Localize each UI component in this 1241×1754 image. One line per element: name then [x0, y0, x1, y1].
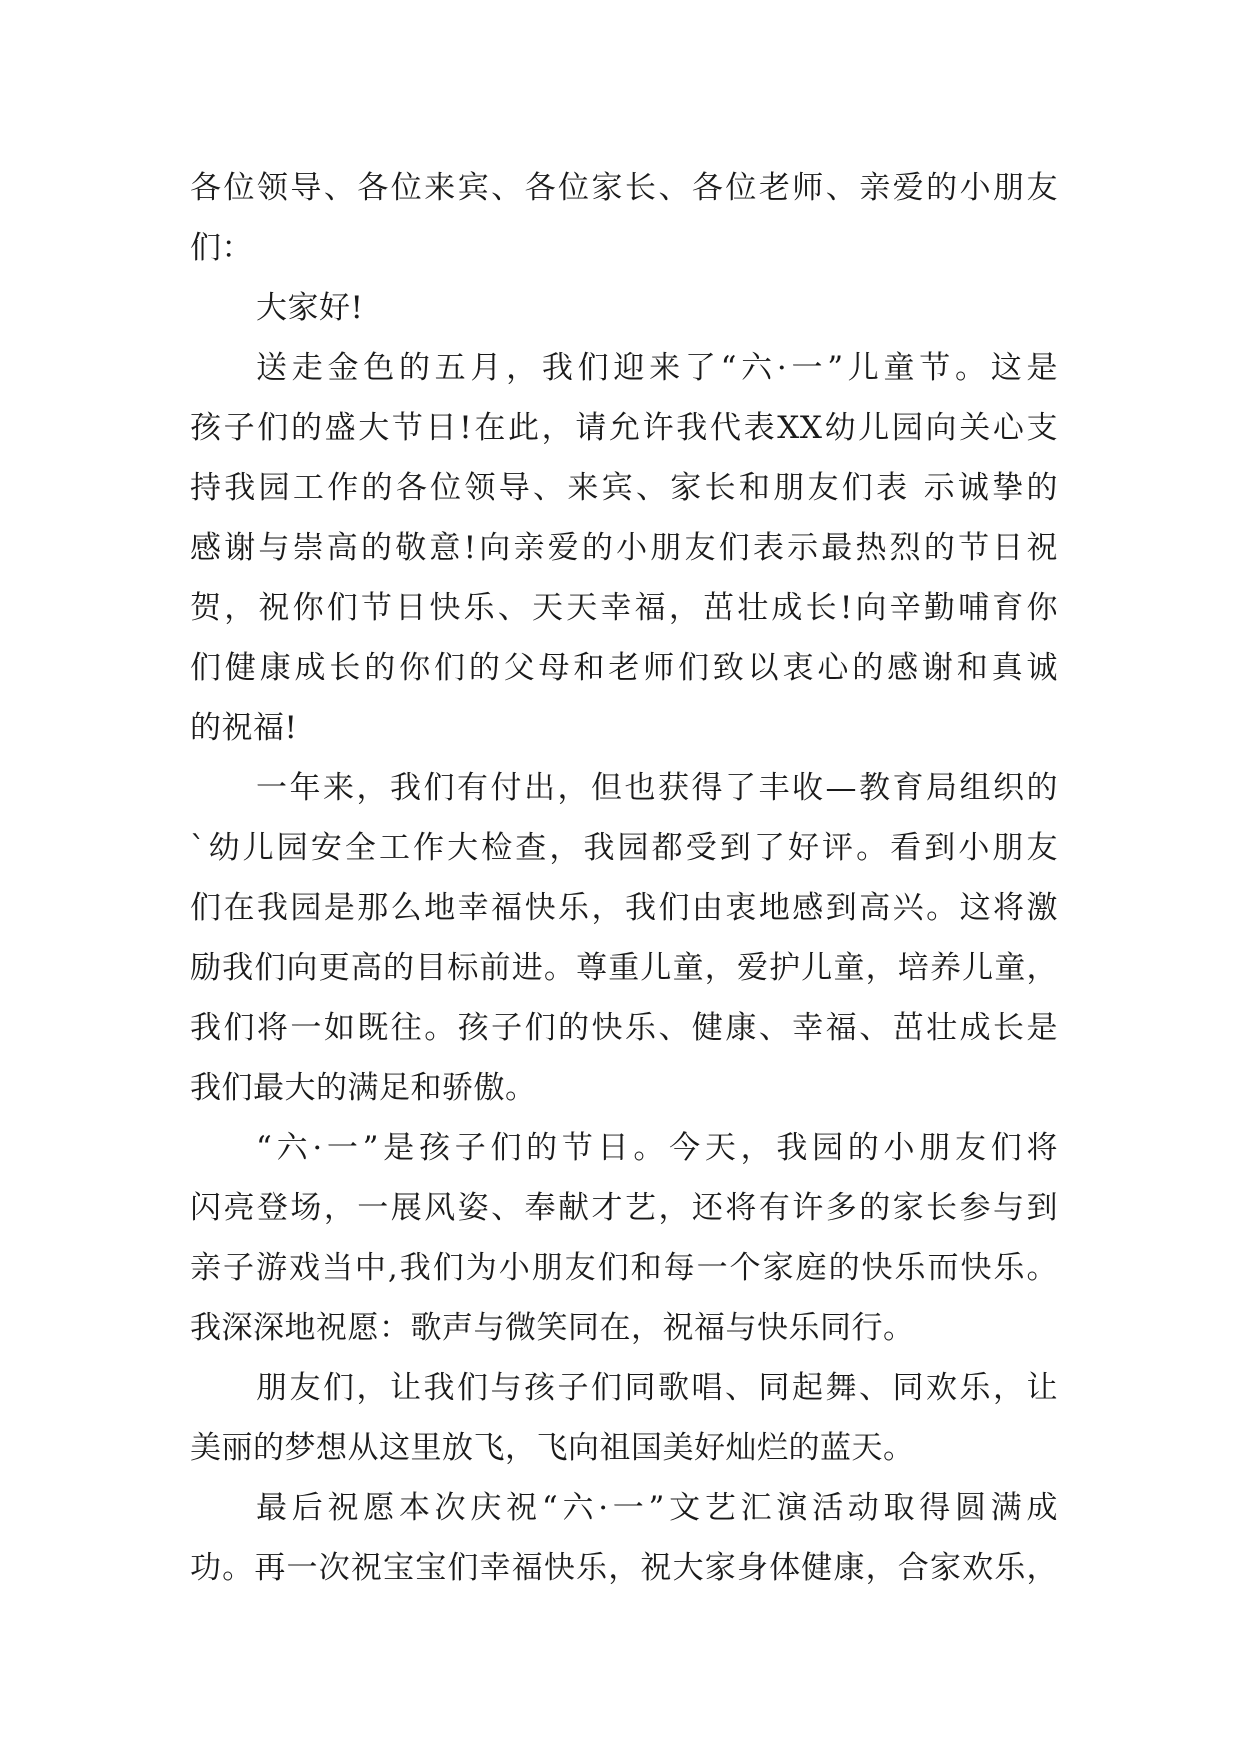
- greeting-line: 大家好!: [256, 290, 364, 326]
- text-line: 亲子游戏当中,我们为小朋友们和每一个家庭的快乐而快乐。: [190, 1250, 1058, 1286]
- text-line: 送走金色的五月，我们迎来了“六·一”儿童节。这是: [256, 350, 1058, 386]
- text-line: 功。再一次祝宝宝们幸福快乐，祝大家身体健康，合家欢乐，: [190, 1550, 1058, 1586]
- text-line: 闪亮登场，一展风姿、奉献才艺，还将有许多的家长参与到: [190, 1190, 1058, 1226]
- text-line: 励我们向更高的目标前进。尊重儿童，爱护儿童，培养儿童，: [190, 950, 1058, 986]
- text-line: 持我园工作的各位领导、来宾、家长和朋友们表 示诚挚的: [190, 470, 1058, 506]
- text-line: 朋友们，让我们与孩子们同歌唱、同起舞、同欢乐，让: [256, 1370, 1058, 1406]
- text-line: 感谢与崇高的敬意!向亲爱的小朋友们表示最热烈的节日祝: [190, 530, 1058, 566]
- text-line: 一年来，我们有付出，但也获得了丰收—教育局组织的: [256, 770, 1058, 806]
- speech-text: [190, 158, 1058, 1598]
- text-line: 美丽的梦想从这里放飞，飞向祖国美好灿烂的蓝天。: [190, 1430, 915, 1466]
- text-line: `幼儿园安全工作大检查，我园都受到了好评。看到小朋友: [190, 830, 1058, 866]
- text-line: 们健康成长的你们的父母和老师们致以衷心的感谢和真诚: [190, 650, 1058, 686]
- text-line: “六·一”是孩子们的节日。今天，我园的小朋友们将: [256, 1130, 1058, 1166]
- text-line: 我深深地祝愿：歌声与微笑同在，祝福与快乐同行。: [190, 1310, 915, 1346]
- text-line: 最后祝愿本次庆祝“六·一”文艺汇演活动取得圆满成: [256, 1490, 1058, 1526]
- text-line: 孩子们的盛大节日!在此，请允许我代表XX幼儿园向关心支: [190, 410, 1058, 446]
- text-line: 的祝福!: [190, 710, 298, 746]
- text-line: 们：: [190, 230, 253, 266]
- text-line: 们在我园是那么地幸福快乐，我们由衷地感到高兴。这将激: [190, 890, 1058, 926]
- text-line: 贺，祝你们节日快乐、天天幸福，茁壮成长!向辛勤哺育你: [190, 590, 1058, 626]
- text-line: 各位领导、各位来宾、各位家长、各位老师、亲爱的小朋友: [190, 170, 1058, 206]
- text-line: 我们将一如既往。孩子们的快乐、健康、幸福、茁壮成长是: [190, 1010, 1058, 1046]
- text-line: 我们最大的满足和骄傲。: [190, 1070, 537, 1106]
